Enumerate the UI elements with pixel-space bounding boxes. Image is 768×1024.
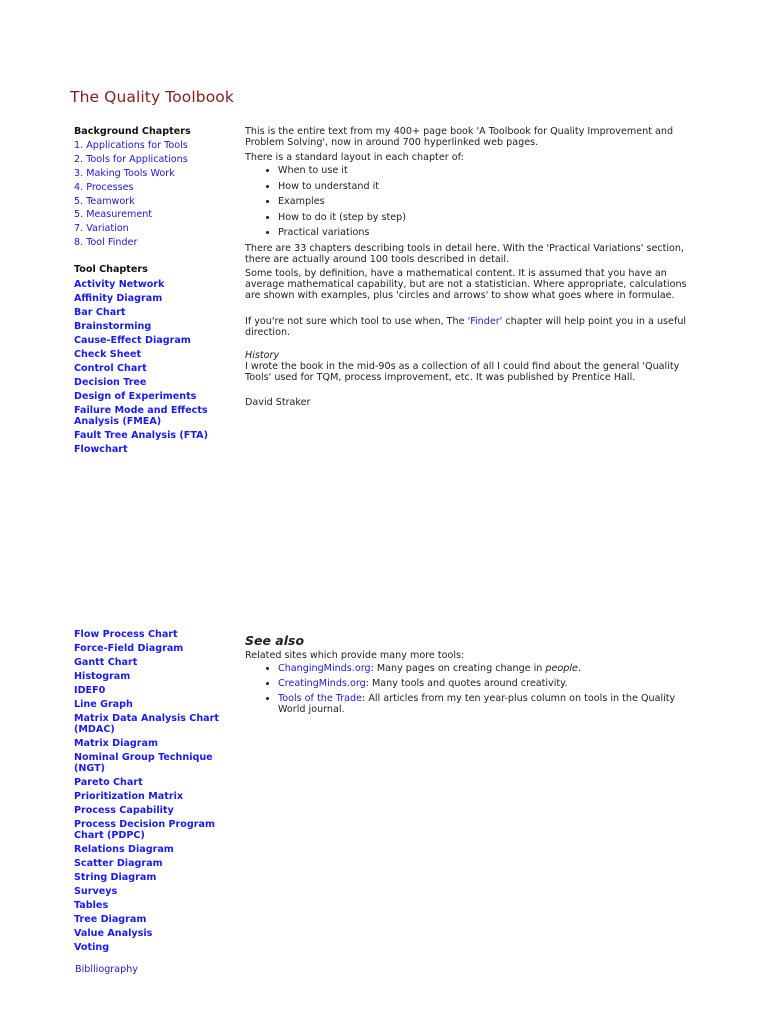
tool-chapter-link[interactable]: Tables (74, 899, 109, 911)
see-also-item (278, 663, 705, 674)
tool-chapter-link[interactable]: Bar Chart (74, 306, 126, 318)
tool-chapter-link[interactable]: Histogram (74, 670, 131, 682)
see-also-desc-end: . (577, 663, 581, 674)
background-chapter-link[interactable]: 8. Tool Finder (74, 237, 138, 249)
tool-chapter-link[interactable]: Process Capability (74, 804, 174, 816)
tool-chapter-link[interactable]: Matrix Diagram (74, 737, 158, 749)
history-label: History (245, 349, 280, 361)
history-paragraph: I wrote the book in the mid-90s as a collection of all I could find about the general 'Quality Tools' used for TQM, process improvement, etc. It was published by Prentice Hall. (245, 360, 680, 383)
see-also-item (278, 693, 705, 715)
tool-chapter-link[interactable]: Decision Tree (74, 376, 147, 388)
tool-chapter-link[interactable]: Prioritization Matrix (74, 790, 184, 802)
see-also-emphasis: people (545, 663, 578, 674)
layout-list (245, 165, 705, 238)
see-also-desc: : All articles from my ten year-plus column on tools in the Quality World journal. (278, 693, 676, 715)
tool-chapters (74, 263, 224, 456)
page-title: The Quality Toolbook (70, 88, 234, 106)
math-paragraph: Some tools, by definition, have a mathematical content. It is assumed that you have an average mathematical capability, but are not a statistician. Where appropriate, calculations are shown with examples, plus 'circles and arrows' to show what goes where in formulae. (245, 267, 687, 301)
creatingminds-link[interactable]: CreatingMinds.org (278, 678, 366, 689)
tool-chapter-link[interactable]: Relations Diagram (74, 843, 174, 855)
tools-of-the-trade-link[interactable]: Tools of the Trade (278, 693, 363, 704)
tool-chapter-link[interactable]: Control Chart (74, 362, 147, 374)
tool-chapter-link[interactable]: Line Graph (74, 698, 133, 710)
tool-chapter-link[interactable]: Activity Network (74, 278, 165, 290)
tool-chapter-link[interactable]: Surveys (74, 885, 118, 897)
layout-intro: There is a standard layout in each chapter of: (245, 152, 464, 163)
background-chapter-link[interactable]: 4. Processes (74, 181, 134, 193)
list-item: • Practical variations (278, 227, 705, 238)
see-also-list (245, 663, 705, 715)
background-chapter-link[interactable]: 5. Measurement (74, 209, 153, 221)
list-item: • How to do it (step by step) (278, 212, 705, 223)
see-also-item (278, 678, 705, 689)
background-chapter-link[interactable]: 5. Teamwork (74, 195, 135, 207)
background-chapters-heading: Background Chapters (74, 126, 191, 137)
finder-text-after: chapter will help point you in a useful direction. (245, 315, 687, 338)
tool-chapter-link[interactable]: Scatter Diagram (74, 857, 163, 869)
tool-chapter-link[interactable]: String Diagram (74, 871, 157, 883)
tool-chapter-link[interactable]: Affinity Diagram (74, 292, 163, 304)
tool-chapters-continued (74, 627, 224, 954)
list-item: • When to use it (278, 165, 705, 176)
tool-chapter-link[interactable]: Process Decision Program Chart (PDPC) (74, 818, 215, 841)
bibliography-link[interactable]: Biblliography (75, 964, 138, 975)
intro-paragraph: This is the entire text from my 400+ page book 'A Toolbook for Quality Improvement and Problem Solving', now in around 700 hyperlinked web pages. (245, 126, 674, 148)
tool-chapter-link[interactable]: Force-Field Diagram (74, 642, 184, 654)
list-item: • How to understand it (278, 181, 705, 192)
background-chapter-link[interactable]: 7. Variation (74, 223, 129, 235)
list-item: • Examples (278, 196, 705, 207)
tool-chapter-link[interactable]: Nominal Group Technique (NGT) (74, 751, 213, 774)
tool-chapter-link[interactable]: Design of Experiments (74, 390, 197, 402)
see-also-intro: Related sites which provide many more tools: (245, 650, 465, 661)
finder-paragraph (245, 316, 705, 338)
see-also-desc: : Many tools and quotes around creativity. (365, 678, 568, 689)
tool-chapter-link[interactable]: Value Analysis (74, 927, 153, 939)
tool-chapter-link[interactable]: Pareto Chart (74, 776, 143, 788)
tool-chapter-link[interactable]: Brainstorming (74, 320, 152, 332)
finder-link[interactable]: 'Finder' (467, 315, 503, 327)
tool-chapter-link[interactable]: Failure Mode and Effects Analysis (FMEA) (74, 404, 208, 427)
background-chapter-link[interactable]: 1. Applications for Tools (74, 140, 188, 151)
tool-chapter-link[interactable]: Tree Diagram (74, 913, 147, 925)
see-also-desc: : Many pages on creating change in (370, 663, 546, 674)
chapters-paragraph: There are 33 chapters describing tools in detail here. With the 'Practical Variations' section, there are actually around 100 tools described in detail. (245, 242, 685, 265)
tool-chapter-link[interactable]: Gantt Chart (74, 656, 138, 668)
see-also-heading: See also (245, 633, 305, 648)
tool-chapter-link[interactable]: Cause-Effect Diagram (74, 334, 191, 346)
tool-chapter-link[interactable]: IDEF0 (74, 684, 106, 696)
tool-chapter-link[interactable]: Matrix Data Analysis Chart (MDAC) (74, 712, 219, 735)
tool-chapter-link[interactable]: Fault Tree Analysis (FTA) (74, 429, 208, 441)
tool-chapter-link[interactable]: Flowchart (74, 443, 128, 455)
tool-chapters-heading: Tool Chapters (74, 264, 148, 275)
tool-chapter-link[interactable]: Check Sheet (74, 348, 142, 360)
background-chapter-link[interactable]: 3. Making Tools Work (74, 167, 175, 179)
finder-text-before: If you're not sure which tool to use when, The (245, 315, 468, 327)
background-chapter-link[interactable]: 2. Tools for Applications (74, 153, 188, 165)
tool-chapter-link[interactable]: Flow Process Chart (74, 628, 178, 640)
changingminds-link[interactable]: ChangingMinds.org (278, 663, 371, 674)
tool-chapter-link[interactable]: Voting (74, 941, 110, 953)
author-name: David Straker (245, 396, 311, 408)
intro-section (245, 126, 705, 408)
background-chapters (74, 125, 191, 250)
see-also-section (245, 635, 705, 719)
